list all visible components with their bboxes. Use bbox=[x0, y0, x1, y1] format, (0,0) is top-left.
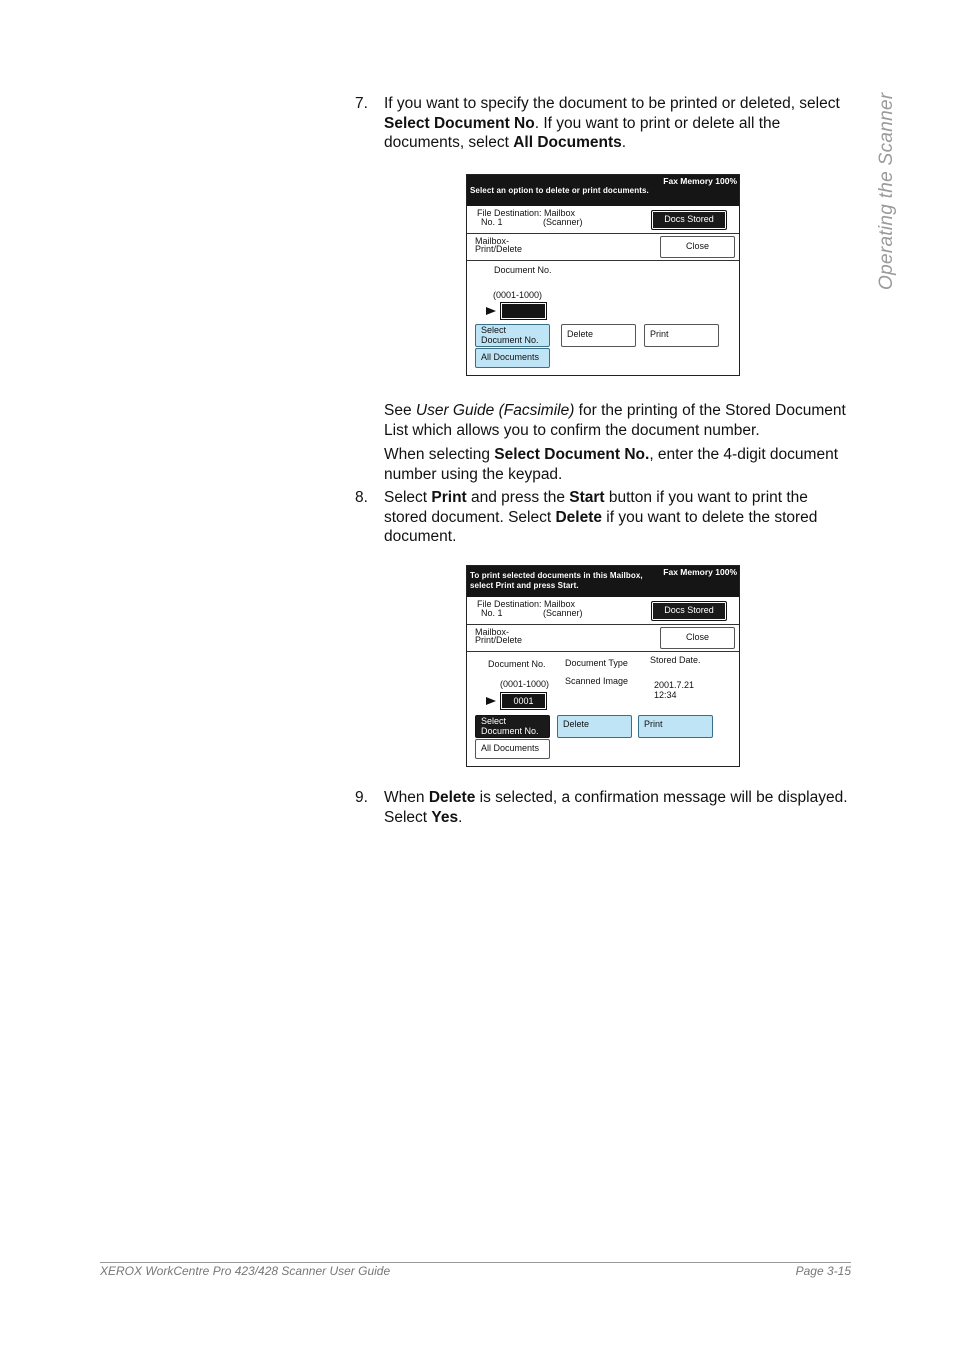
step-7-number: 7. bbox=[355, 95, 368, 112]
mailbox-name: (Scanner) bbox=[543, 217, 583, 227]
bold-span: Yes bbox=[431, 808, 459, 826]
bold-span: Print bbox=[431, 489, 467, 506]
mailbox-number: No. 1 bbox=[481, 608, 503, 618]
text-span: is selected, a confirmation message will be displayed. Select bbox=[384, 789, 848, 826]
screen-header-bar bbox=[467, 566, 739, 597]
mailbox-print-label: Mailbox- bbox=[475, 627, 510, 637]
destination-row bbox=[467, 597, 739, 625]
file-destination-label: File Destination: Mailbox bbox=[477, 208, 576, 218]
fax-memory-indicator: Fax Memory 100% bbox=[663, 567, 737, 577]
document-type-label: Document Type bbox=[565, 658, 628, 668]
step-7-text bbox=[384, 94, 854, 153]
message-line: To print selected documents in this Mailbox, bbox=[470, 571, 643, 580]
when-selecting-text bbox=[384, 445, 854, 484]
close-button[interactable]: Close bbox=[660, 236, 735, 258]
footer-divider bbox=[100, 1262, 851, 1263]
screen-header-bar bbox=[467, 175, 739, 206]
docs-stored-tab[interactable]: Docs Stored bbox=[651, 601, 727, 621]
text-span: See bbox=[384, 402, 416, 419]
text-span: When selecting bbox=[384, 446, 495, 463]
all-documents-button[interactable]: All Documents bbox=[475, 739, 550, 759]
text-span: . If you want to print or delete all the documents, select bbox=[384, 114, 781, 151]
docs-stored-tab[interactable]: Docs Stored bbox=[651, 210, 727, 230]
mailbox-print-label-2: Print/Delete bbox=[475, 635, 523, 645]
stored-date-value: 2001.7.21 bbox=[654, 680, 695, 690]
mailbox-row bbox=[467, 234, 739, 261]
delete-button[interactable]: Delete bbox=[561, 324, 636, 347]
step-8-number: 8. bbox=[355, 489, 368, 506]
step-8-text bbox=[384, 488, 854, 547]
message-line: select Print and press Start. bbox=[470, 581, 579, 590]
mailbox-row bbox=[467, 625, 739, 652]
footer-guide-title: XEROX WorkCentre Pro 423/428 Scanner User Guide bbox=[100, 1264, 391, 1278]
italic-span: User Guide (Facsimile) bbox=[415, 402, 575, 419]
range-label: (0001-1000) bbox=[493, 290, 543, 300]
step-9-number: 9. bbox=[355, 789, 368, 806]
text-span: , enter the 4-digit document number using the keypad. bbox=[384, 446, 839, 483]
screen-message bbox=[470, 571, 643, 591]
pointer-arrow-icon bbox=[486, 307, 496, 315]
text-span: If you want to specify the document to be printed or deleted, select bbox=[384, 95, 840, 112]
delete-button[interactable]: Delete bbox=[557, 715, 632, 738]
screen-select-option bbox=[466, 174, 740, 376]
stored-date-label: Stored Date. bbox=[650, 655, 701, 665]
screen-print-selected bbox=[466, 565, 740, 767]
destination-row bbox=[467, 206, 739, 234]
close-button[interactable]: Close bbox=[660, 627, 735, 649]
bold-span: Delete bbox=[428, 789, 476, 806]
text-span: if you want to delete the stored document. bbox=[384, 508, 818, 545]
bold-span: Start bbox=[569, 489, 605, 506]
text-span: . bbox=[458, 808, 463, 826]
text-span: When bbox=[384, 789, 429, 806]
document-no-label: Document No. bbox=[488, 659, 546, 669]
mailbox-name: (Scanner) bbox=[543, 608, 583, 618]
document-number-input[interactable] bbox=[500, 302, 547, 320]
mailbox-print-label: Mailbox- bbox=[475, 236, 510, 246]
section-side-title: Operating the Scanner bbox=[876, 92, 897, 290]
print-button[interactable]: Print bbox=[644, 324, 719, 347]
bold-span: Select Document No. bbox=[494, 446, 650, 463]
mailbox-print-label-2: Print/Delete bbox=[475, 244, 523, 254]
button-label: Document No. bbox=[481, 725, 539, 736]
button-label: Document No. bbox=[481, 334, 539, 345]
bold-span: Select Document No bbox=[384, 114, 535, 132]
screen-message: Select an option to delete or print documents. bbox=[470, 186, 649, 195]
button-label: Select bbox=[481, 716, 507, 726]
mailbox-number: No. 1 bbox=[481, 217, 503, 227]
see-user-guide-text bbox=[384, 401, 854, 440]
bold-span: All Documents bbox=[513, 134, 622, 151]
stored-time-value: 12:34 bbox=[654, 690, 677, 700]
range-label: (0001-1000) bbox=[500, 679, 550, 689]
print-button[interactable]: Print bbox=[638, 715, 713, 738]
select-document-no-button[interactable] bbox=[475, 324, 550, 347]
text-span: button if you want to print the stored document. Select bbox=[384, 489, 808, 526]
footer-page-number: Page 3-15 bbox=[795, 1264, 851, 1278]
button-label: Select bbox=[481, 325, 507, 335]
file-destination-label: File Destination: Mailbox bbox=[477, 599, 576, 609]
document-no-label: Document No. bbox=[494, 265, 552, 275]
document-type-value: Scanned Image bbox=[565, 676, 629, 686]
text-span: . bbox=[621, 134, 627, 151]
pointer-arrow-icon bbox=[486, 697, 496, 705]
step-9-text bbox=[384, 788, 854, 827]
text-span: for the printing of the Stored Document List which allows you to confirm the document number. bbox=[384, 402, 846, 439]
document-number-input[interactable]: 0001 bbox=[500, 692, 547, 710]
select-document-no-button[interactable] bbox=[475, 715, 550, 738]
all-documents-button[interactable]: All Documents bbox=[475, 348, 550, 368]
text-span: Select bbox=[384, 489, 432, 506]
bold-span: Delete bbox=[555, 508, 602, 526]
fax-memory-indicator: Fax Memory 100% bbox=[663, 176, 737, 186]
text-span: and press the bbox=[466, 489, 570, 506]
